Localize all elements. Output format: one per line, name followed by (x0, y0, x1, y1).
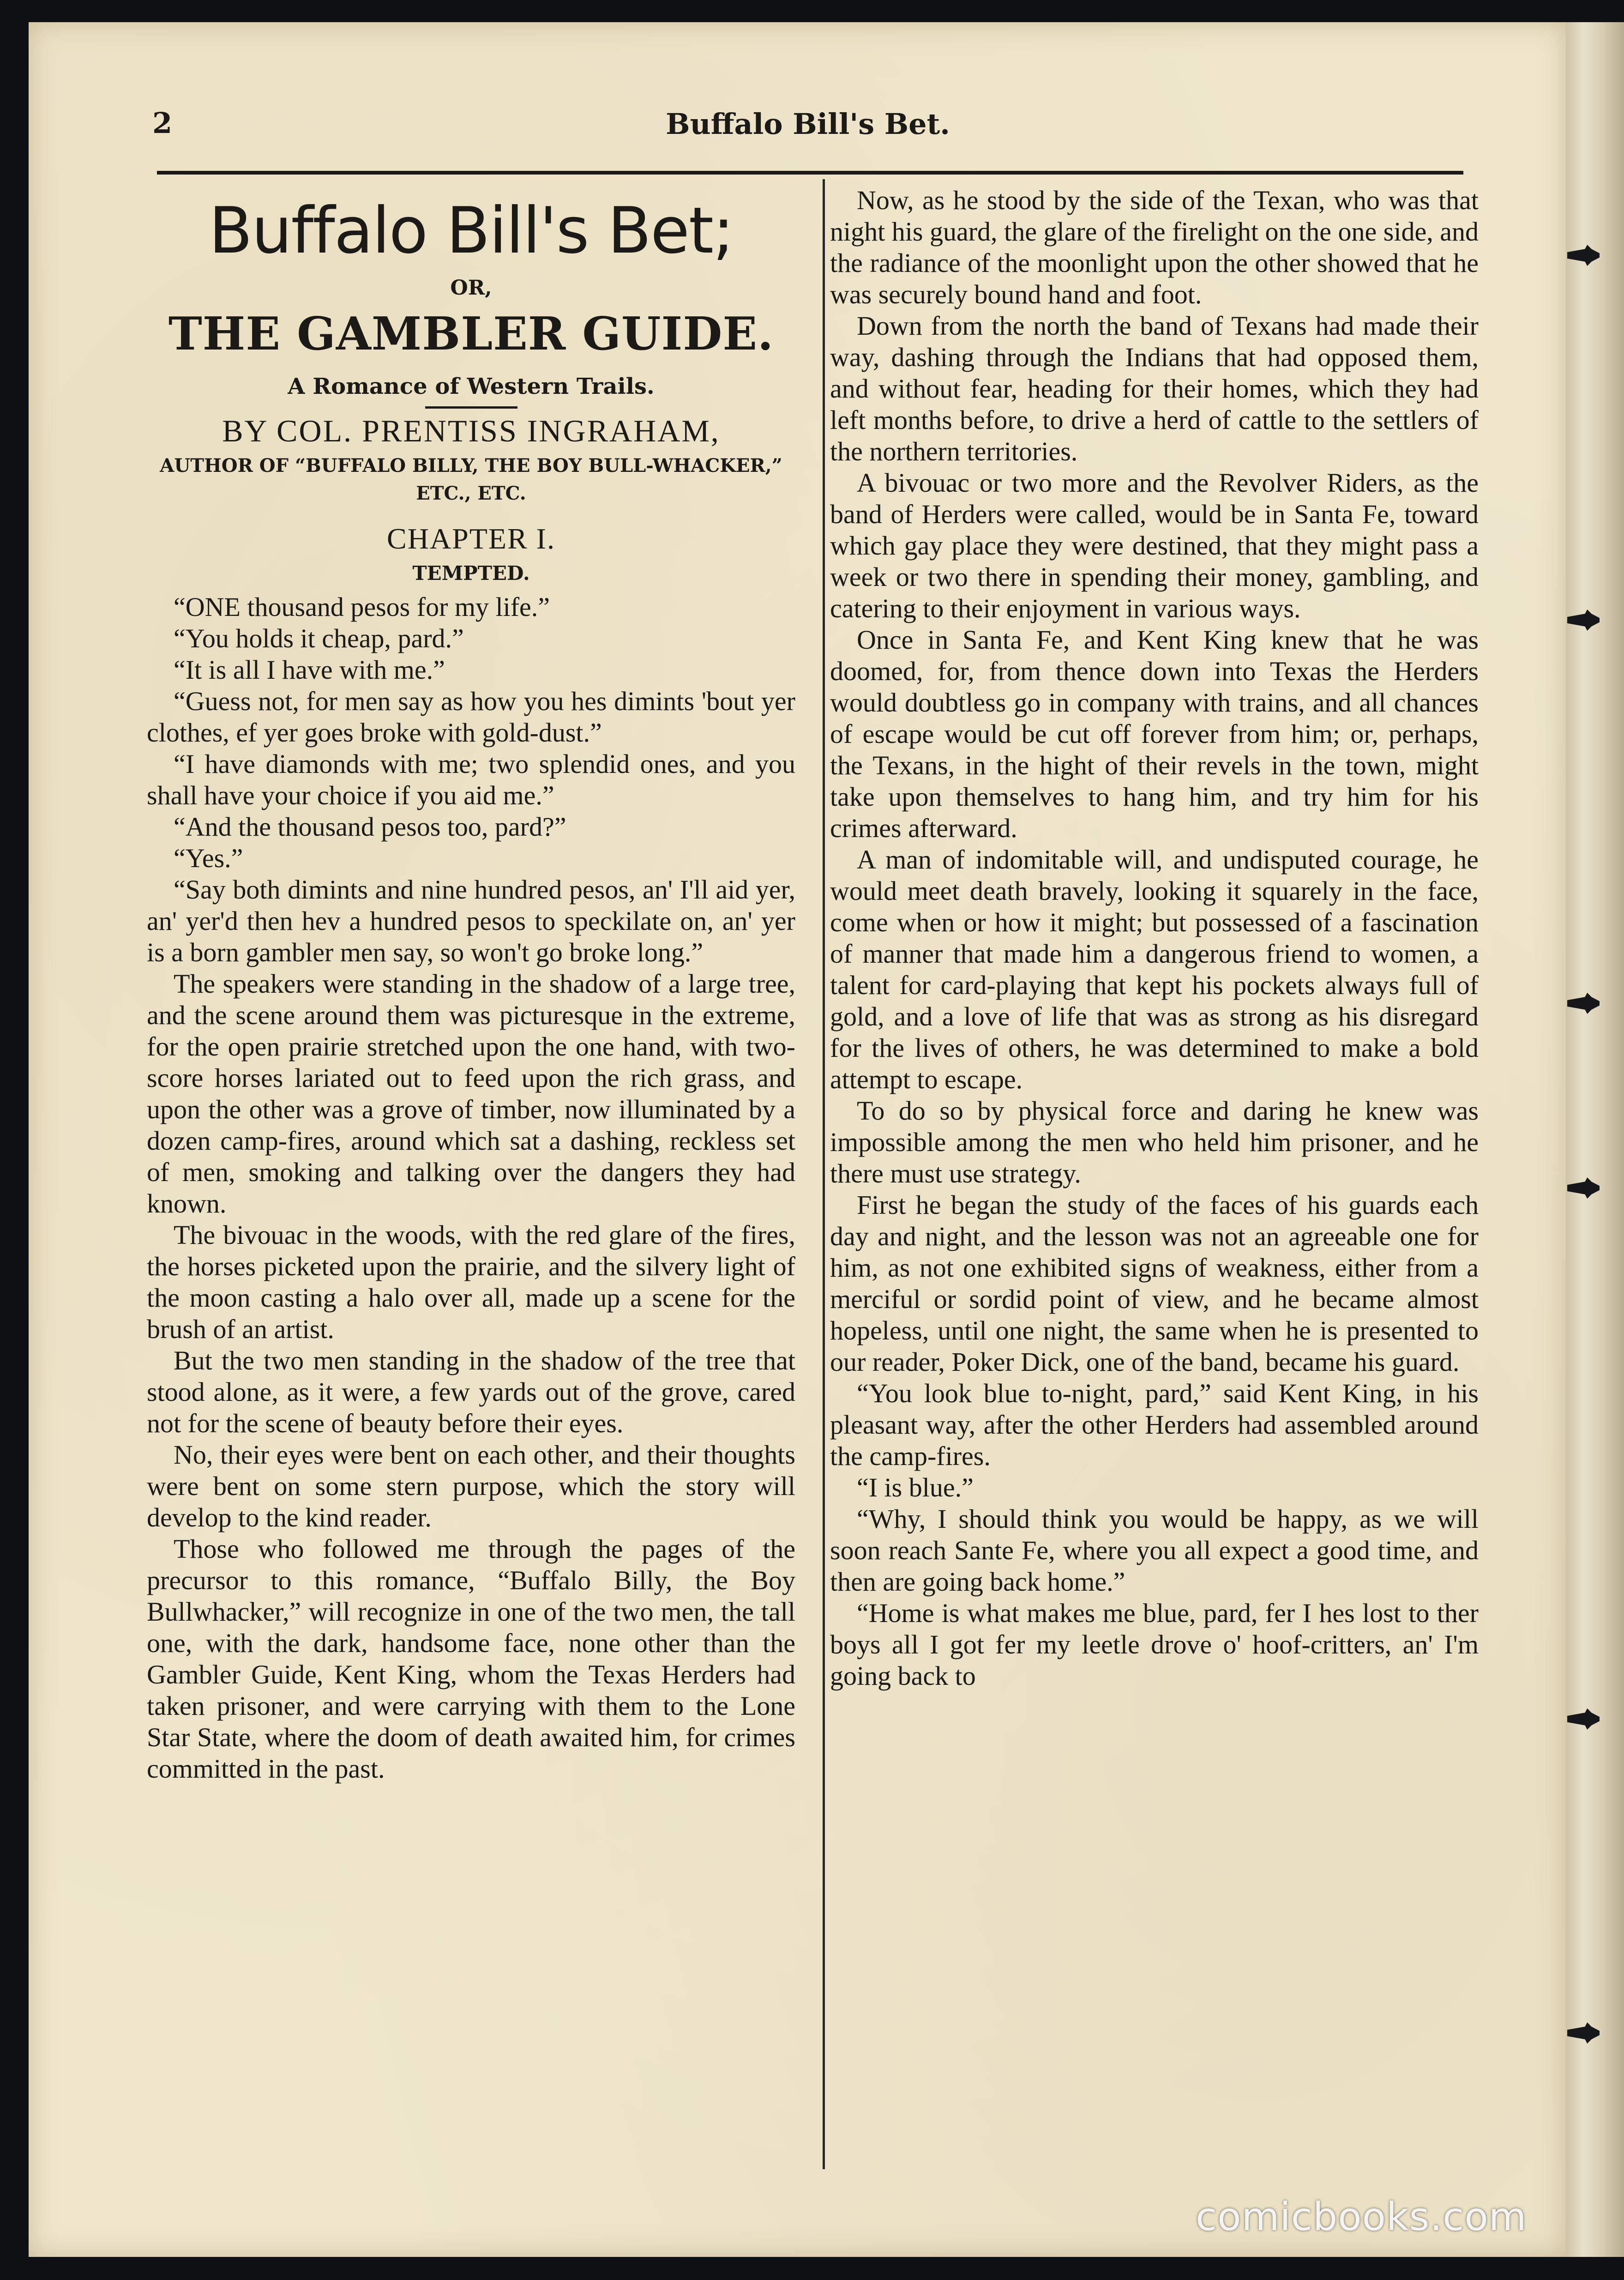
paragraph: First he began the study of the faces of his guards each day and night, and the lesson was not an agreeable one for him, as not one exhibited signs of weakness, either from a merciful or sordid point of view, and he became almost hopeless, until one night, the same when he is presented to our reader, Poker Dick, one of the band, became his guard. (830, 1190, 1479, 1377)
paragraph: “Why, I should think you would be happy, as we will soon reach Sante Fe, where you all expect a good time, and then are going back home.” (830, 1504, 1479, 1597)
paragraph: “I have diamonds with me; two splendid ones, and you shall have your choice if you aid me.” (147, 749, 795, 810)
paragraph: “And the thousand pesos too, pard?” (174, 812, 566, 842)
paragraph: “Home is what makes me blue, pard, fer I hes lost to ther boys all I got fer my leetle drove o' hoof-critters, an' I'm going back to (830, 1598, 1479, 1691)
paragraph: “You look blue to-night, pard,” said Kent King, in his pleasant way, after the other Herders had assembled around the camp-fires. (830, 1378, 1479, 1471)
paragraph: “You holds it cheap, pard.” (174, 623, 464, 653)
title-or: OR, (450, 276, 492, 300)
paragraph: But the two men standing in the shadow of the tree that stood alone, as it were, a few yards out of the grove, cared not for the scene of beauty before their eyes. (147, 1345, 795, 1438)
paragraph: To do so by physical force and daring he knew was impossible among the men who held him prisoner, and he there must use strategy. (830, 1096, 1479, 1188)
paragraph: “ONE thousand pesos for my life.” (174, 592, 550, 622)
paragraph: Once in Santa Fe, and Kent King knew that he was doomed, for, from thence down into Texas the Herders would doubtless go in company with trains, and all chances of escape would be cut off forever from him; or, perhaps, the Texans, in the hight of their revels in the town, might take upon themselves to hang him, and try him for his crimes afterward. (830, 625, 1479, 843)
paragraph: Down from the north the band of Texans had made their way, dashing through the Indians that had opposed them, and without fear, heading for their homes, which they had left months before, to drive a herd of cattle to the settlers of the northern territories. (830, 311, 1479, 466)
author-credits: AUTHOR OF “BUFFALO BILLY, THE BOY BULL-WHACKER,” ETC., ETC. (160, 455, 782, 504)
story-title: Buffalo Bill's Bet; (209, 193, 734, 268)
paragraph: The bivouac in the woods, with the red glare of the fires, the horses picketed upon the prairie, and the silvery light of the moon casting a halo over all, made up a scene for the brush of an artist. (147, 1220, 795, 1344)
page-number: 2 (152, 106, 173, 140)
page-gutter (1566, 22, 1624, 2257)
column-divider (823, 179, 825, 2169)
paragraph: The speakers were standing in the shadow of a large tree, and the scene around them was picturesque in the extreme, for the open prairie stretched upon the one hand, with two-score horses lariated out to feed upon the rich grass, and upon the other was a grove of timber, now illuminated by a dozen camp-fires, around which sat a dashing, reckless set of men, smoking and talking over the dangers they had known. (147, 969, 795, 1218)
paragraph: No, their eyes were bent on each other, and their thoughts were bent on some stern purpose, which the story will develop to the kind reader. (147, 1440, 795, 1532)
right-column (830, 185, 1479, 1692)
paragraph: “Yes.” (174, 843, 243, 873)
right-column-text (830, 185, 1479, 1692)
watermark: comicbooks.com (1196, 2194, 1527, 2239)
paragraph: A bivouac or two more and the Revolver Riders, as the band of Herders were called, would be in Santa Fe, toward which gay place they were destined, that they might pass a week or two there in spending their money, gambling, and catering to their enjoyment in various ways. (830, 468, 1479, 623)
paragraph: “I is blue.” (857, 1472, 974, 1502)
left-column-text (147, 591, 795, 1785)
running-title: Buffalo Bill's Bet. (666, 107, 950, 141)
chapter-heading: CHAPTER I. (387, 522, 555, 555)
paragraph: Now, as he stood by the side of the Texan, who was that night his guard, the glare of the firelight on the one side, and the radiance of the moonlight upon the other showed that he was securely bound hand and foot. (830, 185, 1479, 309)
left-column (147, 185, 795, 1785)
author-byline: BY COL. PRENTISS INGRAHAM, (222, 413, 720, 448)
title-rule (425, 406, 517, 409)
paragraph: A man of indomitable will, and undisputed courage, he would meet death bravely, looking it squarely in the face, come when or how it might; but possessed of a fascination of manner that made him a dangerous friend to women, a talent for card-playing that kept his pockets always full of gold, and a love of life that was as strong as his disregard for the lives of others, he was determined to make a bold attempt to escape. (830, 844, 1479, 1094)
story-tagline: A Romance of Western Trails. (288, 374, 655, 399)
paragraph: “It is all I have with me.” (174, 655, 445, 685)
chapter-title: TEMPTED. (412, 562, 530, 585)
story-subtitle: THE GAMBLER GUIDE. (168, 308, 774, 361)
paragraph: “Say both dimints and nine hundred pesos, an' I'll aid yer, an' yer'd then hev a hundred pesos to speckilate on, an' yer is a born gambler men say, so won't go broke long.” (147, 875, 795, 967)
paragraph: “Guess not, for men say as how you hes dimints 'bout yer clothes, ef yer goes broke with gold-dust.” (147, 686, 795, 748)
paragraph: Those who followed me through the pages of the precursor to this romance, “Buffalo Billy, the Boy Bullwhacker,” will recognize in one of the two men, the tall one, with the dark, handsome face, none other than the Gambler Guide, Kent King, whom the Texas Herders had taken prisoner, and were carrying with them to the Lone Star State, where the doom of death awaited him, for crimes committed in the past. (147, 1534, 795, 1784)
header-rule (157, 171, 1463, 175)
page-header (152, 97, 1463, 152)
